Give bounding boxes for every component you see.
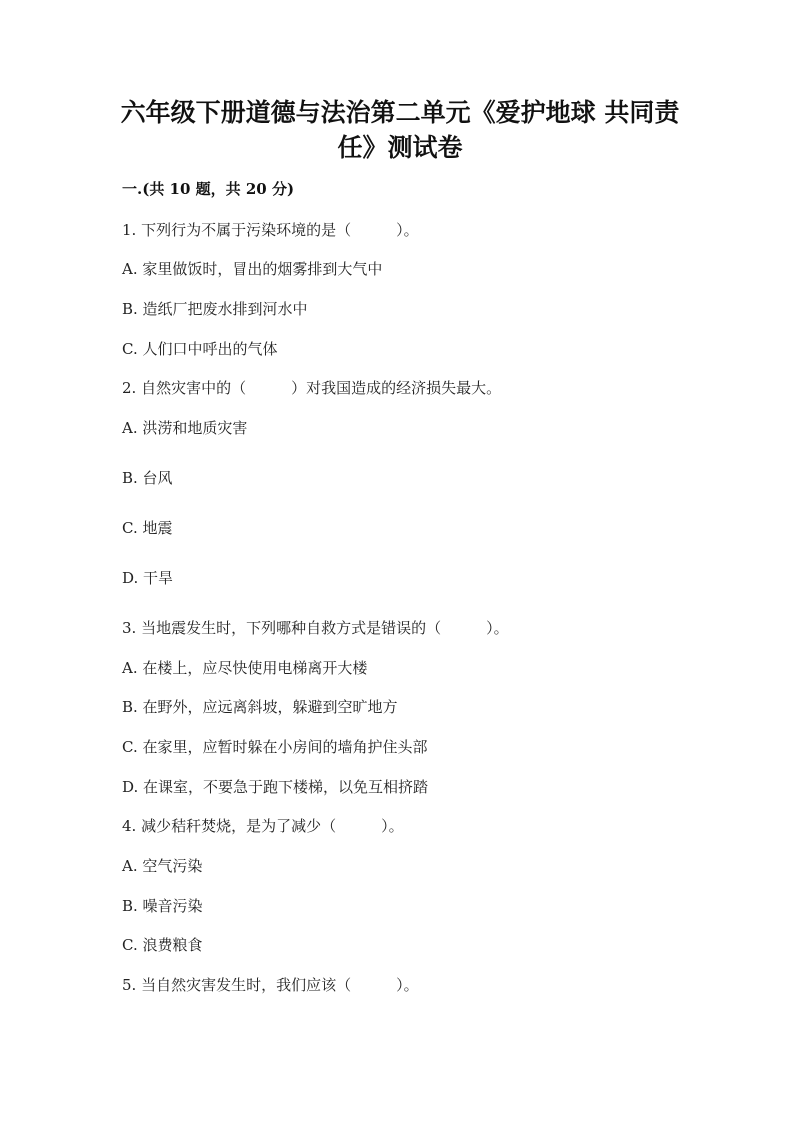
question-3-option-a: A. 在楼上，应尽快使用电梯离开大楼 (122, 659, 368, 677)
question-3-option-c: C. 在家里，应暂时躲在小房间的墙角护住头部 (122, 738, 428, 756)
question-4-option-c: C. 浪费粮食 (122, 936, 203, 954)
question-3-stem: 3. 当地震发生时，下列哪种自救方式是错误的（ ）。 (122, 619, 509, 637)
question-5-stem: 5. 当自然灾害发生时，我们应该（ ）。 (122, 976, 419, 994)
question-1-option-b: B. 造纸厂把废水排到河水中 (122, 300, 308, 318)
question-2-option-b: B. 台风 (122, 469, 173, 487)
section-heading: 一.(共 10 题，共 20 分) (122, 180, 295, 198)
question-4-option-a: A. 空气污染 (122, 857, 203, 875)
question-1-option-c: C. 人们口中呼出的气体 (122, 340, 278, 358)
question-3-option-d: D. 在课室，不要急于跑下楼梯，以免互相挤踏 (122, 778, 429, 796)
question-2-option-a: A. 洪涝和地质灾害 (122, 419, 248, 437)
question-2-option-d: D. 干旱 (122, 569, 174, 587)
page-title-line-1: 六年级下册道德与法治第二单元《爱护地球 共同责 (120, 98, 680, 127)
question-4-option-b: B. 噪音污染 (122, 897, 203, 915)
question-4-stem: 4. 减少秸秆焚烧，是为了减少（ ）。 (122, 817, 404, 835)
question-1-option-a: A. 家里做饭时，冒出的烟雾排到大气中 (122, 260, 383, 278)
page-title-line-2: 任》测试卷 (337, 133, 463, 162)
question-2-stem: 2. 自然灾害中的（ ）对我国造成的经济损失最大。 (122, 379, 502, 397)
question-3-option-b: B. 在野外，应远离斜坡，躲避到空旷地方 (122, 698, 398, 716)
question-1-stem: 1. 下列行为不属于污染环境的是（ ）。 (122, 221, 419, 239)
question-2-option-c: C. 地震 (122, 519, 173, 537)
